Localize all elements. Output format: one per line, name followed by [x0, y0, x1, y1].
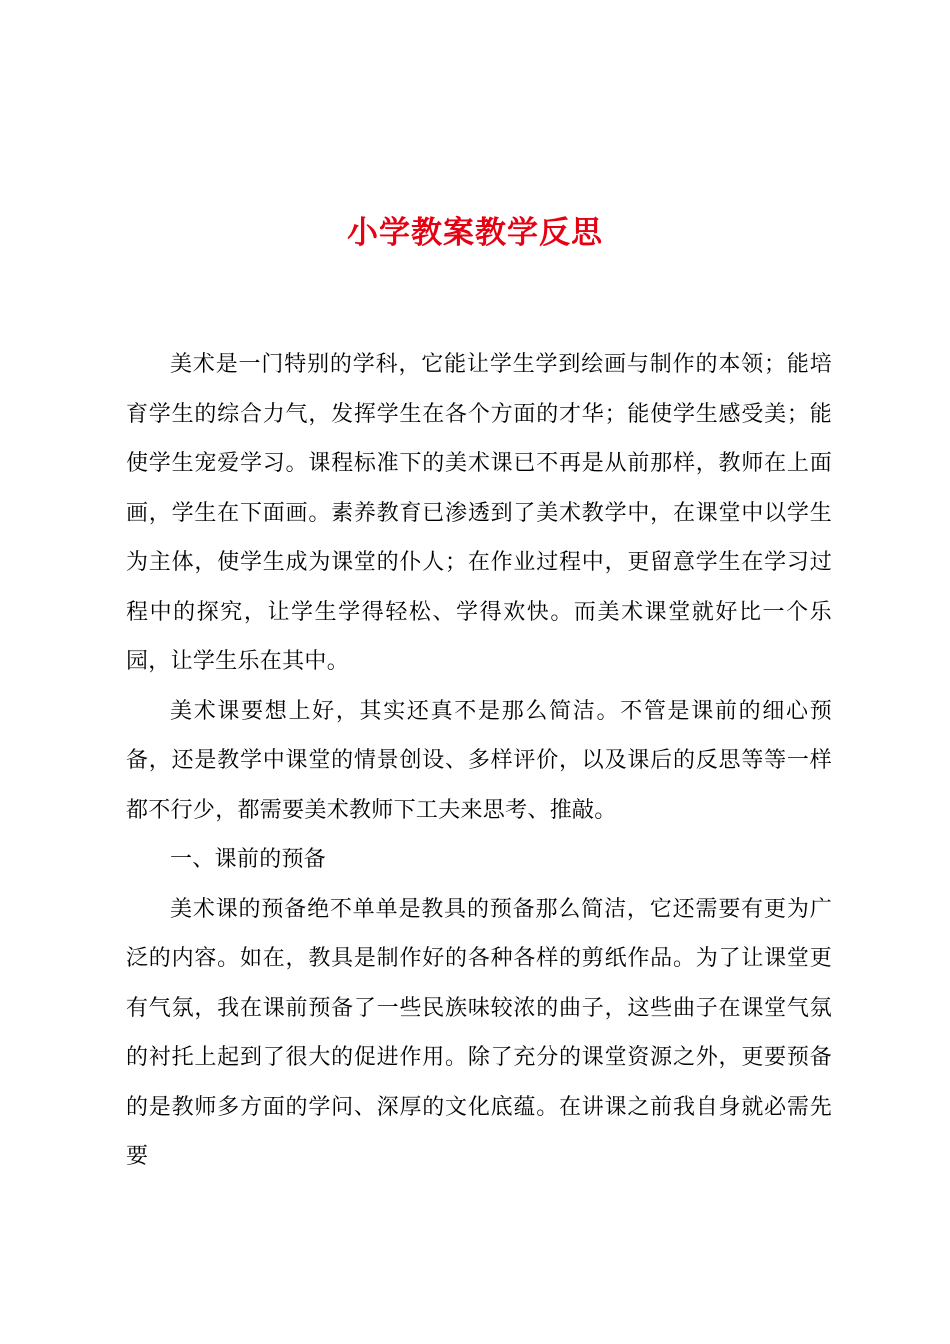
section-heading-preparation: 一、课前的预备 [170, 847, 327, 872]
paragraph-difficulty: 美术课要想上好，其实还真不是那么简洁。不管是课前的细心预备，还是教学中课堂的情景创设、多样评价，以及课后的反思等等一样都不行少，都需要美术教师下工夫来思考、推敲。 [126, 698, 832, 823]
paragraph-preparation: 美术课的预备绝不单单是教具的预备那么简洁，它还需要有更为广泛的内容。如在，教具是制作好的各种各样的剪纸作品。为了让课堂更有气氛，我在课前预备了一些民族味较浓的曲子，这些曲子在课堂气氛的衬托上起到了很大的促进作用。除了充分的课堂资源之外，更要预备的是教师多方面的学问、深厚的文化底蕴。在讲课之前我自身就必需先要 [126, 896, 832, 1169]
paragraph-intro: 美术是一门特别的学科，它能让学生学到绘画与制作的本领；能培育学生的综合力气，发挥学生在各个方面的才华；能使学生感受美；能使学生宠爱学习。课程标准下的美术课已不再是从前那样，教师在上面画，学生在下面画。素养教育已渗透到了美术教学中，在课堂中以学生为主体，使学生成为课堂的仆人；在作业过程中，更留意学生在学习过程中的探究，让学生学得轻松、学得欢快。而美术课堂就好比一个乐园，让学生乐在其中。 [126, 352, 832, 674]
document-body [126, 340, 832, 1182]
document-title: 小学教案教学反思 [347, 215, 603, 251]
